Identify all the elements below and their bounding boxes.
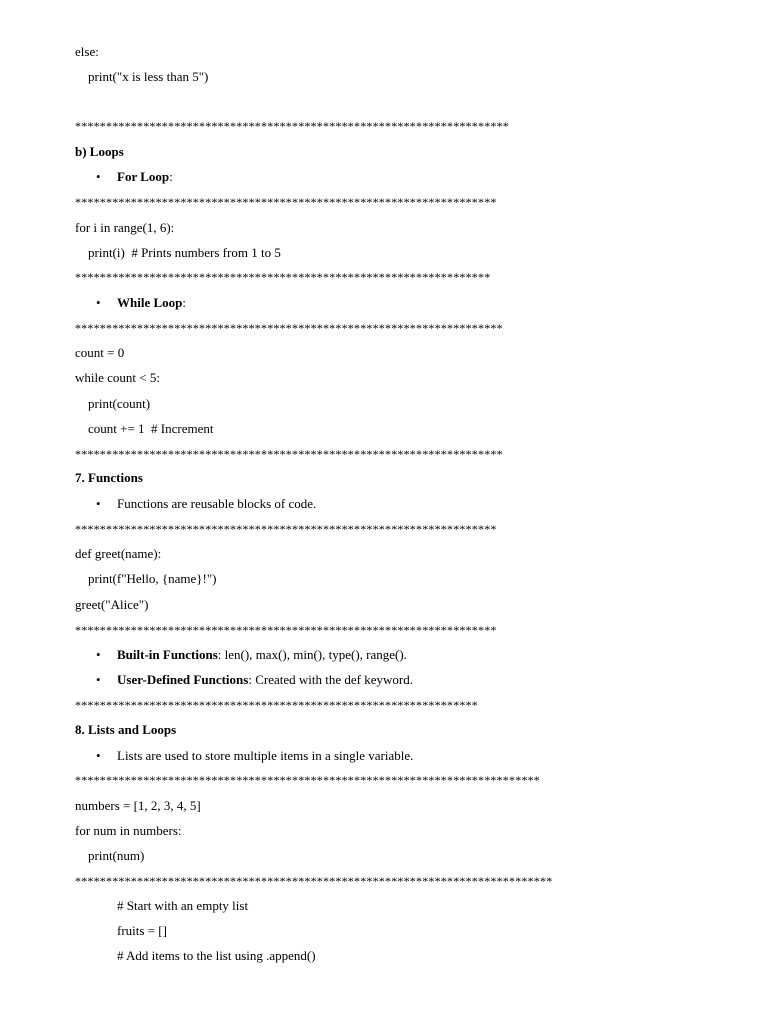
separator: ********************************************************************* — [75, 321, 503, 335]
separator: *************************************************************************** — [75, 773, 540, 787]
code-line: print(i) # Prints numbers from 1 to 5 — [88, 245, 281, 260]
section-heading: 8. Lists and Loops — [75, 722, 177, 737]
code-line: print(f"Hello, {name}!") — [88, 571, 217, 586]
code-line: # Start with an empty list — [117, 898, 249, 913]
separator: ***************************************************************** — [75, 698, 478, 712]
bullet: • — [96, 169, 101, 184]
code-line: print("x is less than 5") — [88, 69, 209, 84]
code-line: count = 0 — [75, 345, 125, 360]
bullet: • — [96, 647, 101, 662]
list-item: Functions are reusable blocks of code. — [117, 496, 317, 511]
code-line: greet("Alice") — [75, 597, 149, 612]
code-line: # Add items to the list using .append() — [117, 948, 316, 963]
code-line: else: — [75, 44, 99, 59]
code-line: for num in numbers: — [75, 823, 182, 838]
list-item: User-Defined Functions: Created with the def keyword. — [117, 672, 413, 687]
bullet: • — [96, 672, 101, 687]
code-line: def greet(name): — [75, 546, 162, 561]
list-item: For Loop: — [117, 169, 173, 184]
code-line: numbers = [1, 2, 3, 4, 5] — [75, 798, 201, 813]
code-line: print(num) — [88, 848, 145, 863]
code-line: for i in range(1, 6): — [75, 220, 175, 235]
separator: ******************************************************************** — [75, 522, 497, 536]
bullet: • — [96, 496, 101, 511]
section-heading: b) Loops — [75, 144, 124, 159]
list-item: Lists are used to store multiple items in a single variable. — [117, 748, 414, 763]
list-item: Built-in Functions: len(), max(), min(), type(), range(). — [117, 647, 407, 662]
separator: ***************************************************************************** — [75, 874, 553, 888]
list-item: While Loop: — [117, 295, 186, 310]
separator: ******************************************************************** — [75, 623, 497, 637]
separator: ********************************************************************* — [75, 447, 503, 461]
code-line: fruits = [] — [117, 923, 167, 938]
code-line: print(count) — [88, 396, 151, 411]
code-line: count += 1 # Increment — [88, 421, 214, 436]
bullet: • — [96, 748, 101, 763]
section-heading: 7. Functions — [75, 470, 143, 485]
code-line: while count < 5: — [75, 370, 160, 385]
separator: ********************************************************************** — [75, 119, 509, 133]
separator: ******************************************************************* — [75, 270, 491, 284]
separator: ******************************************************************** — [75, 195, 497, 209]
bullet: • — [96, 295, 101, 310]
